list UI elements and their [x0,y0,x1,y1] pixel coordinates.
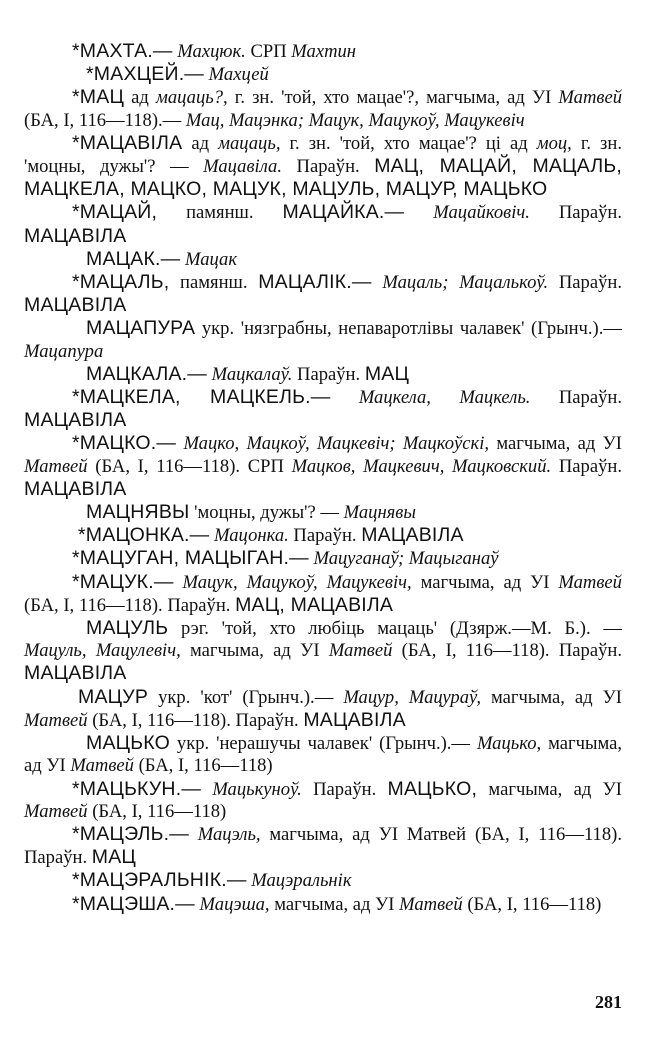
headword: МАЦНЯВЫ [86,501,190,524]
headword: МАЦАЙКА.— [282,201,405,224]
entry-text: укр. 'нерашучы чалавек' (Грынч.).— [169,733,477,755]
dictionary-entry [24,732,622,777]
italic-surname-forms: Махтин [291,41,357,62]
entry-text [330,387,358,408]
dictionary-entry [24,686,622,732]
italic-surname-forms: Матвей [70,755,134,777]
entry-text: памянш. [157,202,283,224]
dictionary-entry [24,132,622,202]
italic-surname-forms: Матвей [24,455,88,477]
entry-text: памянш. [169,272,259,294]
headword: МАЦАВІЛА [24,662,127,685]
entry-text: (БА, І, 116—118). СРП [87,455,292,477]
headword: МАЦАВІЛА [24,224,127,247]
italic-surname-forms: Мацэль, [197,823,261,845]
dictionary-entry [24,524,622,547]
italic-surname-forms: Мацонка. [214,525,289,547]
italic-surname-forms: Мацькуноў. [212,778,302,800]
entry-text: магчыма, ад УІ [489,433,622,455]
headword: *МАЦУК.— [72,570,174,593]
italic-surname-forms: Махцюк. [177,41,246,62]
headword: МАЦУЛЬ [86,617,169,640]
dictionary-entry [24,201,622,247]
italic-surname-forms: Мацаль; Мацалькоў. [382,272,549,294]
headword: *МАЦЭЛЬ.— [72,822,189,845]
entry-text: (БА, І, 116—118). Параўн. [87,709,304,731]
headword: МАЦАПУРА [86,317,196,340]
italic-surname-forms: Мацуганаў; Мацыганаў [313,548,499,570]
italic-surname-forms: Мацкалаў. [211,363,293,385]
dictionary-entry [24,893,622,916]
headword: МАЦАВІЛА [24,294,127,317]
italic-surname-forms: мацаць, [218,132,281,154]
entry-text: магчыма, ад УІ [411,571,559,593]
entry-text: рэг. 'той, хто любіць мацаць' (Дзярж.—М. Б.). — [168,618,622,640]
headword: *МАЦУГАН, МАЦЫГАН.— [72,547,309,570]
dictionary-entry [24,248,622,271]
dictionary-entry [24,823,622,869]
italic-surname-forms: Мацэральнік [251,870,352,892]
headword: МАЦАВІЛА [303,708,406,731]
entry-text: ад [124,87,156,109]
italic-surname-forms: Мацур, Мацураў, [343,686,481,708]
headword: МАЦ [91,846,137,869]
dictionary-entry [24,432,622,501]
entry-text [189,824,198,845]
dictionary-entry [24,63,622,86]
entry-text: Параўн. [548,272,622,294]
dictionary-page [24,40,622,916]
headword: МАЦАВІЛА [24,477,127,500]
dictionary-entry [24,778,622,823]
entry-text: (БА, І, 116—118). Параўн. [24,594,236,616]
italic-surname-forms: Мацько, [476,733,542,755]
italic-surname-forms: Мацайковіч. [433,202,530,224]
italic-surname-forms: Мацуль, Мацулевіч, [24,640,181,662]
dictionary-entry [24,869,622,892]
italic-surname-forms: Мацнявы [343,502,416,524]
italic-surname-forms: Мацков, Мацкевич, Мацковский. [291,455,552,477]
entry-text: 'моцны, дужы'? — [189,502,344,524]
entry-text: (БА, І, 116—118). Параўн. [392,640,622,662]
headword: *МАЦЭРАЛЬНІК.— [72,869,247,892]
dictionary-entry [24,501,622,524]
entry-text: Параўн. [301,778,388,800]
entry-text [404,202,433,223]
entry-text: Параўн. [529,202,622,224]
italic-surname-forms: Мацак [185,248,238,270]
headword: МАЦАК.— [86,247,181,270]
entry-text [372,272,383,293]
italic-surname-forms: моц, [536,132,572,154]
page-number: 281 [595,992,622,1012]
headword: МАЦАВІЛА [361,524,464,547]
entry-text: Параўн. [282,156,375,178]
headword: *МАЦОНКА.— [78,524,210,547]
italic-surname-forms: Махцей [208,64,269,86]
headword: МАЦ, МАЦАВІЛА [235,593,394,616]
headword: МАЦ [364,362,410,385]
italic-surname-forms: Мацапура [24,340,104,362]
dictionary-entry [24,617,622,686]
dictionary-entry [24,386,622,432]
dictionary-entry [24,547,622,570]
italic-surname-forms: Мацкела, Мацкель. [358,387,531,409]
headword: *МАХЦЕЙ.— [86,63,205,86]
italic-surname-forms: Матвей [399,893,463,915]
italic-surname-forms: Мацко, Мацкоў, Мацкевіч; Мацкоўскі, [183,433,490,455]
italic-surname-forms: Матвей [24,709,88,731]
headword: МАЦКАЛА.— [86,362,207,385]
dictionary-entry [24,317,622,362]
italic-surname-forms: мацаць?, [156,87,228,109]
entry-text: (БА, І, 116—118) [133,755,273,777]
entry-text: г. зн. 'той, хто мацае'? ці ад [280,132,537,154]
italic-surname-forms: Матвей [558,87,622,109]
entry-text: Параўн. [288,525,362,547]
dictionary-entry [24,40,622,63]
entry-text: Параўн. [530,387,622,409]
headword: *МАЦАЛЬ, [72,271,170,294]
entry-text: Параўн. [292,363,365,385]
headword: *МАЦАВІЛА [72,131,183,154]
entry-text: ад [182,132,219,154]
entry-text: магчыма, ад УІ [481,686,623,708]
headword: МАЦУР [78,685,149,708]
headword: *МАЦЬКУН.— [72,777,202,800]
entry-text: г. зн. 'моцны, дужы'? — [24,132,622,178]
dictionary-entry [24,571,622,617]
entry-text: Параўн. [551,455,622,477]
headword: *МАЦАЙ, [72,201,158,224]
entry-text: магчыма, ад УІ [269,893,400,915]
italic-surname-forms: Матвей [328,640,393,662]
entry-text: г. зн. 'той, хто мацае'?, магчыма, ад УІ [227,87,559,109]
headword: *МАЦЭША.— [72,892,195,915]
entry-text: СРП [245,41,292,62]
headword: *МАЦКО.— [72,432,177,455]
dictionary-entry [24,86,622,131]
italic-surname-forms: Мацэша, [199,893,270,915]
entry-text: магчыма, ад УІ [477,778,622,800]
entry-text: магчыма, ад УІ [180,640,329,662]
entry-text: (БА, І, 116—118) [87,800,227,822]
italic-surname-forms: Мацавіла. [203,156,283,178]
headword: МАЦАВІЛА [24,409,127,432]
italic-surname-forms: Мацук, Мацукоў, Мацукевіч, [182,571,412,593]
entry-text: магчыма, ад УІ [24,733,622,777]
entry-text: укр. 'нязграбны, непаваротлівы чалавек' (Грынч.).— [195,318,622,340]
headword: *МАЦ [72,86,125,109]
entry-text: укр. 'кот' (Грынч.).— [148,686,344,708]
entry-text: (БА, І, 116—118) [462,893,602,915]
entry-text [201,779,212,800]
headword: МАЦЬКО [86,732,170,755]
entry-text: (БА, І, 116—118).— [24,109,186,131]
headword: *МАХТА.— [72,40,173,62]
italic-surname-forms: Мац, Мацэнка; Мацук, Мацукоў, Мацукевіч [185,109,525,131]
dictionary-entry [24,363,622,386]
headword: *МАЦКЕЛА, МАЦКЕЛЬ.— [72,386,331,409]
headword: МАЦЬКО, [387,777,478,800]
headword: МАЦ, МАЦАЙ, МАЦАЛЬ, МАЦКЕЛА, МАЦКО, МАЦУК, МАЦУЛЬ, МАЦУР, МАЦЬКО [24,155,622,201]
italic-surname-forms: Матвей [24,800,88,822]
dictionary-entry [24,271,622,317]
italic-surname-forms: Матвей [558,571,622,593]
headword: МАЦАЛІК.— [258,271,372,294]
entry-text: магчыма, ад УІ Матвей (БА, І, 116—118). Параўн. [24,823,622,869]
